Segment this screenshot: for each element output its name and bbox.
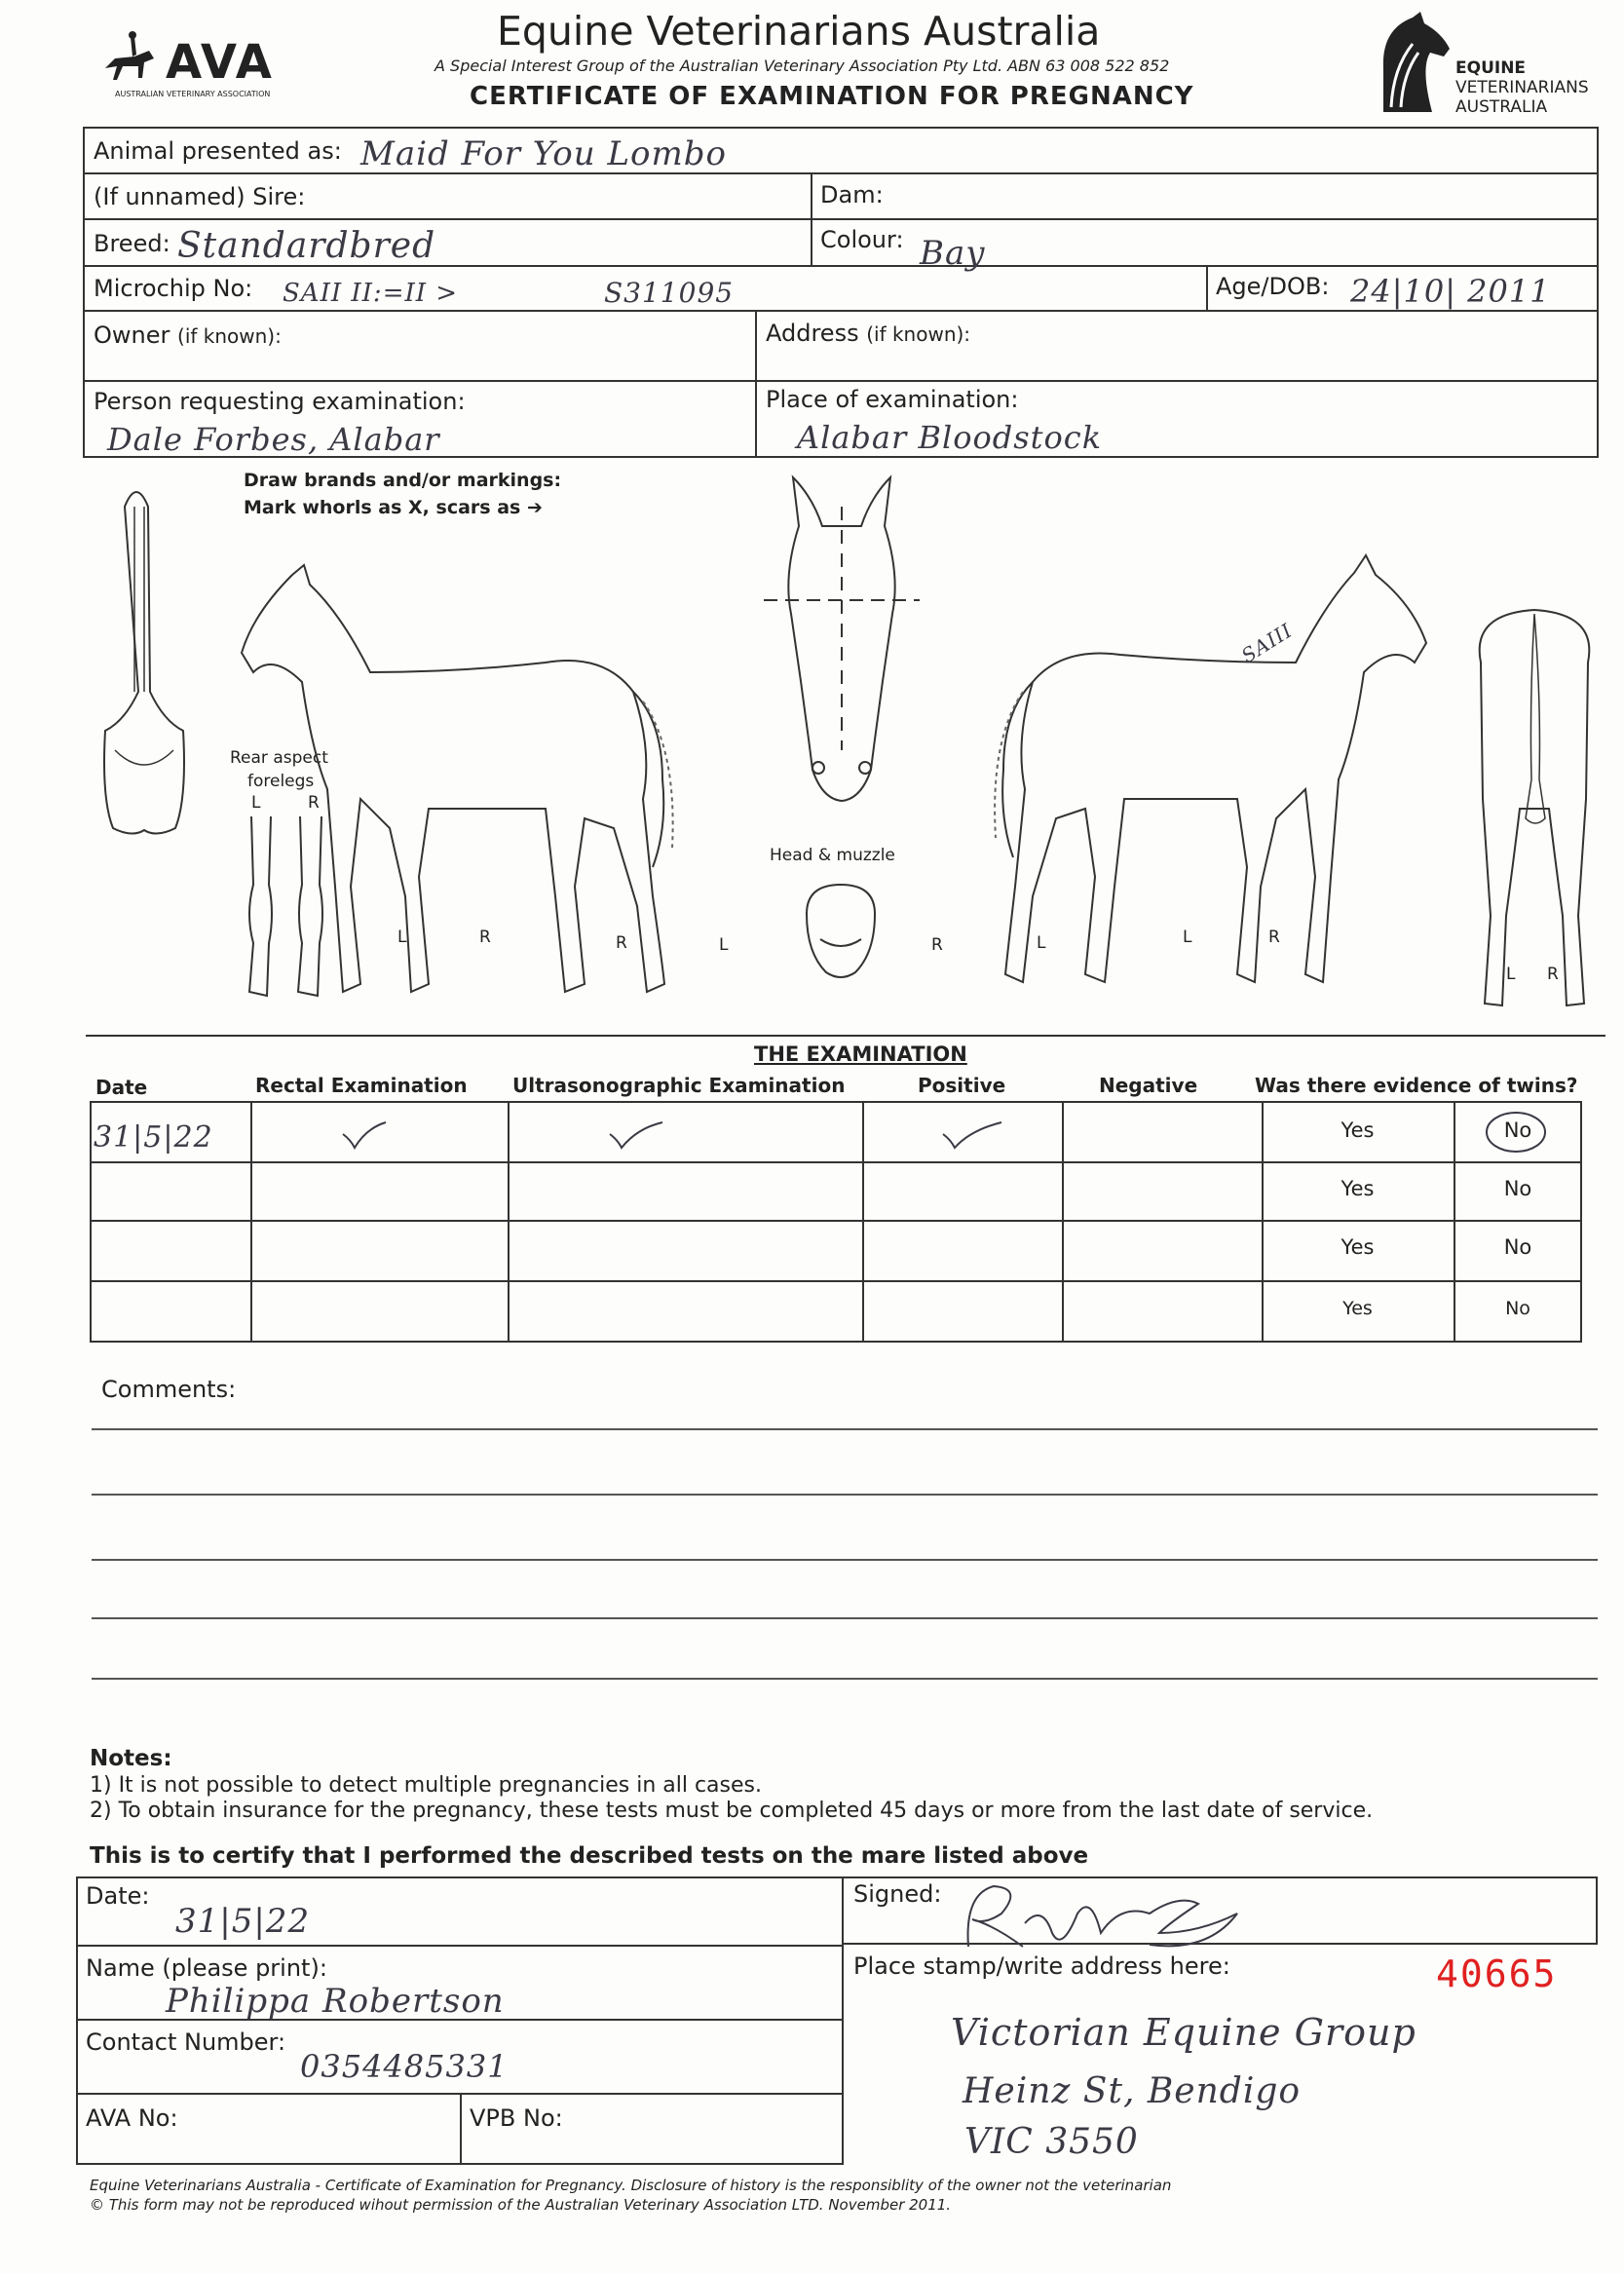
eva-logo-line1: EQUINE	[1455, 58, 1527, 78]
diagram-instructions-1: Draw brands and/or markings:	[244, 470, 562, 491]
age-dob-value: 24|10| 2011	[1350, 273, 1551, 310]
rectal-check-icon	[341, 1120, 390, 1150]
horse-top-view-diagram	[86, 477, 203, 838]
name-value: Philippa Robertson	[166, 1982, 505, 2021]
place-label: Place of examination:	[766, 386, 1019, 413]
microchip-label: Microchip No:	[94, 275, 253, 302]
header-negative: Negative	[1099, 1074, 1198, 1097]
note-1: 1) It is not possible to detect multiple pregnancies in all cases.	[90, 1773, 762, 1798]
left-horse-fore-r-label: R	[479, 928, 491, 947]
header-twins: Was there evidence of twins?	[1255, 1074, 1578, 1097]
ultrasound-check-icon	[608, 1120, 666, 1150]
age-dob-label: Age/DOB:	[1216, 273, 1330, 300]
name-label: Name (please print):	[86, 1954, 327, 1982]
exam-row-4-yes[interactable]: Yes	[1342, 1298, 1373, 1319]
animal-presented-label: Animal presented as:	[94, 137, 342, 165]
org-subtitle: A Special Interest Group of the Australian Veterinary Association Pty Ltd. ABN 63 008 522 852	[434, 57, 1170, 75]
exam-row-1-no[interactable]: No	[1503, 1118, 1532, 1142]
certify-statement: This is to certify that I performed the described tests on the mare listed above	[90, 1843, 1089, 1869]
horse-left-side-diagram	[234, 555, 750, 1004]
exam-row-2-no[interactable]: No	[1503, 1177, 1532, 1200]
contact-value: 0354485331	[300, 2048, 509, 2085]
right-horse-hind-r-label: R	[931, 935, 943, 955]
ava-logo-subtext: AUSTRALIAN VETERINARY ASSOCIATION	[115, 90, 271, 98]
org-title: Equine Veterinarians Australia	[497, 8, 1101, 55]
breed-label: Breed:	[94, 230, 170, 257]
stamp-address-line-3: VIC 3550	[964, 2122, 1139, 2162]
requester-label: Person requesting examination:	[94, 388, 466, 415]
rear-view-r-label: R	[1547, 965, 1559, 984]
requester-value: Dale Forbes, Alabar	[107, 421, 440, 458]
footer-line-1: Equine Veterinarians Australia - Certificate of Examination for Pregnancy. Disclosure of history is the responsiblity of the owner not the veterinarian	[90, 2177, 1172, 2194]
footer-line-2: © This form may not be reproduced wihout permission of the Australian Veterinary Association LTD. November 2011.	[90, 2196, 952, 2214]
left-horse-hind-l-label: L	[719, 935, 729, 955]
horse-head-logo-icon	[1374, 10, 1452, 117]
contact-label: Contact Number:	[86, 2028, 286, 2056]
ava-no-label: AVA No:	[86, 2104, 178, 2132]
microchip-value-2: S311095	[604, 277, 735, 309]
rear-view-l-label: L	[1506, 965, 1516, 984]
right-horse-fore-l-label: L	[1183, 928, 1192, 947]
owner-label	[94, 322, 282, 349]
head-muzzle-label: Head & muzzle	[770, 846, 895, 865]
foreleg-left-label: L	[251, 793, 261, 813]
colour-value: Bay	[920, 234, 986, 273]
signed-label: Signed:	[853, 1880, 942, 1908]
header-positive: Positive	[918, 1074, 1006, 1097]
exam-row-4-no[interactable]: No	[1505, 1298, 1530, 1319]
vpb-no-label: VPB No:	[470, 2104, 563, 2132]
exam-row-1-yes[interactable]: Yes	[1341, 1118, 1375, 1142]
address-label-note: (if known):	[866, 322, 971, 346]
ava-horse-rider-icon	[95, 29, 164, 88]
left-horse-hind-r-label: R	[616, 933, 627, 953]
eva-logo-line2: VETERINARIANS	[1455, 78, 1589, 97]
exam-row-1-date: 31|5|22	[94, 1120, 213, 1155]
muzzle-diagram	[797, 885, 885, 992]
animal-presented-value: Maid For You Lombo	[360, 134, 727, 173]
right-horse-hind-l-label: L	[1037, 933, 1046, 953]
brand-marking: SAIII	[1236, 618, 1297, 668]
rear-aspect-label: Rear aspect	[230, 748, 328, 768]
owner-label-text: Owner	[94, 322, 170, 349]
sire-label: (If unnamed) Sire:	[94, 183, 306, 210]
comment-line-4[interactable]	[92, 1617, 1598, 1619]
forelegs-label: forelegs	[247, 772, 315, 791]
ava-logo	[95, 29, 300, 107]
stamp-address-line-2: Heinz St, Bendigo	[963, 2071, 1302, 2111]
comment-line-1[interactable]	[92, 1428, 1598, 1430]
comment-line-5[interactable]	[92, 1678, 1598, 1680]
exam-row-3-no[interactable]: No	[1503, 1235, 1532, 1259]
note-2: 2) To obtain insurance for the pregnancy, these tests must be completed 45 days or more from the last date of service.	[90, 1799, 1374, 1823]
colour-label: Colour:	[820, 226, 904, 253]
exam-row-2-yes[interactable]: Yes	[1341, 1177, 1375, 1200]
arrow-right-icon: ➔	[526, 497, 543, 518]
place-value: Alabar Bloodstock	[797, 419, 1103, 456]
signature-mark[interactable]	[955, 1875, 1247, 1962]
header-date: Date	[95, 1076, 148, 1099]
form-title: CERTIFICATE OF EXAMINATION FOR PREGNANCY	[470, 82, 1194, 111]
twins-no-circle-mark	[1483, 1109, 1551, 1157]
owner-label-note: (if known):	[177, 324, 282, 348]
eva-logo	[1374, 10, 1607, 127]
foreleg-right-label: R	[308, 793, 320, 813]
left-horse-fore-l-label: L	[397, 928, 407, 947]
exam-row-3-yes[interactable]: Yes	[1341, 1235, 1375, 1259]
stamp-label: Place stamp/write address here:	[853, 1952, 1230, 1980]
right-horse-fore-r-label: R	[1268, 928, 1280, 947]
stamp-address-line-1: Victorian Equine Group	[951, 2011, 1416, 2054]
microchip-value: SAII II:=II >	[283, 279, 459, 308]
address-label	[766, 320, 970, 347]
dam-label: Dam:	[820, 181, 884, 208]
diagram-instructions-2	[244, 497, 543, 518]
eva-logo-line3: AUSTRALIA	[1455, 97, 1548, 117]
breed-value: Standardbred	[177, 226, 436, 266]
ava-logo-text: AVA	[166, 35, 274, 90]
horse-head-front-diagram	[764, 458, 920, 818]
header-ultrasound: Ultrasonographic Examination	[512, 1074, 846, 1097]
cert-date-value: 31|5|22	[175, 1902, 311, 1941]
notes-title: Notes:	[90, 1746, 172, 1771]
exam-title: THE EXAMINATION	[754, 1042, 967, 1066]
horse-rear-view-diagram	[1461, 604, 1607, 1013]
comments-label: Comments:	[101, 1376, 237, 1403]
header-rectal: Rectal Examination	[255, 1074, 468, 1097]
positive-check-icon	[941, 1120, 1005, 1150]
serial-number: 40665	[1436, 1952, 1558, 1995]
cert-date-label: Date:	[86, 1882, 150, 1910]
comment-line-3[interactable]	[92, 1559, 1598, 1561]
diagram-instructions-2-text: Mark whorls as X, scars as	[244, 497, 521, 518]
comment-line-2[interactable]	[92, 1494, 1598, 1496]
address-label-text: Address	[766, 320, 859, 347]
exam-section-divider	[86, 1035, 1605, 1037]
